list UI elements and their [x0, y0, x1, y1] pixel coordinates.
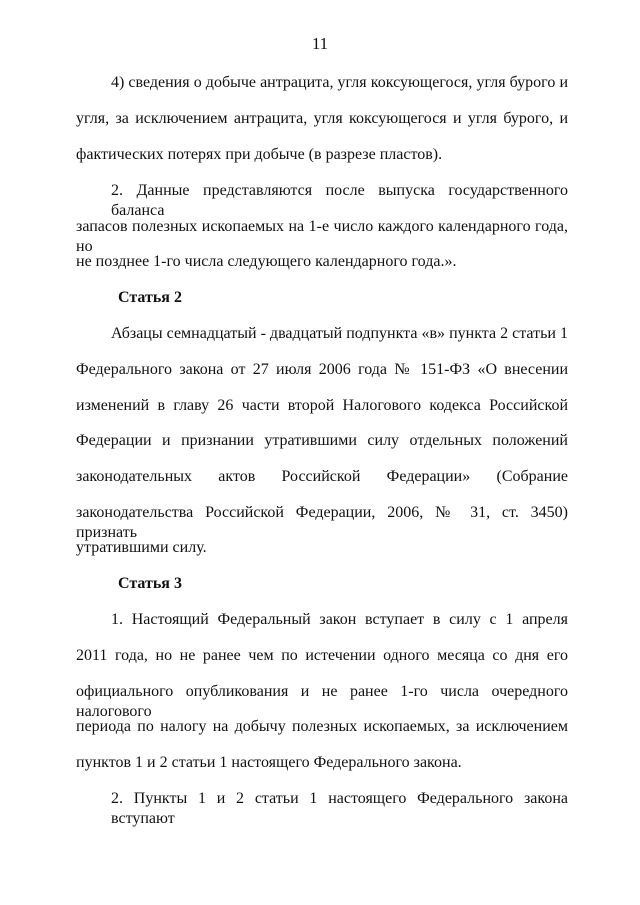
paragraph-line: периода по налогу на добычу полезных ископаемых, за исключением: [76, 718, 568, 735]
paragraph-line: утратившими силу.: [76, 539, 207, 556]
paragraph-line: Федерального закона от 27 июля 2006 года № 151-ФЗ «О внесении: [76, 361, 568, 378]
paragraph-line: 1. Настоящий Федеральный закон вступает в силу с 1 апреля: [111, 611, 568, 628]
page-number: 11: [311, 34, 329, 53]
article-2-heading: Статья 2: [118, 289, 182, 306]
paragraph-line: Федерации и признании утратившими силу отдельных положений: [76, 432, 568, 449]
paragraph-line: изменений в главу 26 части второй Налогового кодекса Российской: [76, 397, 568, 414]
paragraph-line: 2. Пункты 1 и 2 статьи 1 настоящего Федерального закона вступают: [111, 790, 568, 827]
paragraph-line: 4) сведения о добыче антрацита, угля коксующегося, угля бурого и: [111, 74, 568, 91]
paragraph-line: запасов полезных ископаемых на 1-е число каждого календарного года, но: [76, 218, 568, 255]
paragraph-line: официального опубликования и не ранее 1-го числа очередного налогового: [76, 683, 568, 720]
article-3-heading: Статья 3: [118, 575, 182, 592]
paragraph-line: угля, за исключением антрацита, угля коксующегося и угля бурого, и: [76, 110, 568, 127]
paragraph-line: не позднее 1-го числа следующего календарного года.».: [76, 253, 457, 270]
paragraph-line: 2011 года, но не ранее чем по истечении одного месяца со дня его: [76, 647, 568, 664]
paragraph-line: законодательных актов Российской Федерации» (Собрание: [76, 468, 568, 485]
paragraph-line: 2. Данные представляются после выпуска государственного баланса: [111, 182, 568, 219]
paragraph-line: пунктов 1 и 2 статьи 1 настоящего Федерального закона.: [76, 754, 462, 771]
paragraph-line: Абзацы семнадцатый - двадцатый подпункта «в» пункта 2 статьи 1: [111, 325, 568, 342]
paragraph-line: фактических потерях при добыче (в разрезе пластов).: [76, 146, 443, 163]
paragraph-line: законодательства Российской Федерации, 2006, № 31, ст. 3450) признать: [76, 504, 568, 541]
